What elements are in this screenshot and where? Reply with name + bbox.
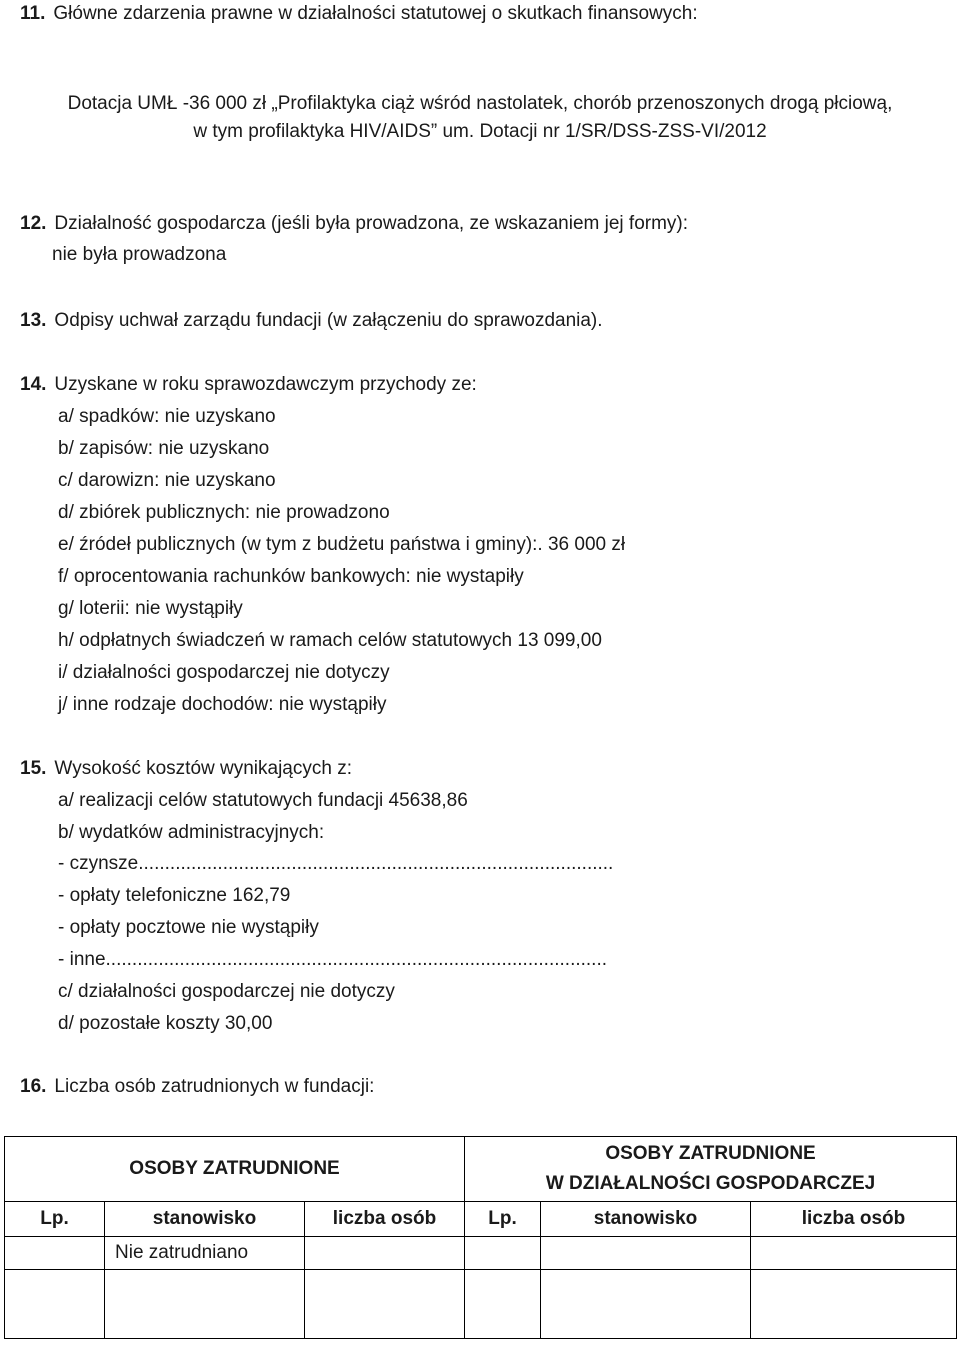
income-item: c/ darowizn: nie uzyskano [58,470,276,491]
income-item: b/ zapisów: nie uzyskano [58,438,270,459]
table-row [5,1237,957,1270]
column-header-position: stanowisko [105,1202,305,1237]
cost-item: b/ wydatków administracyjnych: [58,822,325,843]
column-header-lp: Lp. [5,1202,105,1237]
table-cell [751,1270,957,1339]
table-cell [105,1270,305,1339]
table-cell [541,1270,751,1339]
income-item: f/ oprocentowania rachunków bankowych: nie wystapiły [58,566,524,587]
table-column-row [5,1202,957,1237]
section-11-text-line-2: w tym profilaktyka HIV/AIDS” um. Dotacji nr 1/SR/DSS-ZSS-VI/2012 [193,121,767,142]
table-cell [5,1270,105,1339]
section-number: 11. [20,3,46,24]
column-header-lp: Lp. [465,1202,541,1237]
section-title: Odpisy uchwał zarządu fundacji (w załączeniu do sprawozdania). [54,310,603,331]
header-line: OSOBY ZATRUDNIONE [605,1143,816,1164]
employment-table [4,1136,957,1339]
column-header-count: liczba osób [305,1202,465,1237]
table-cell [5,1237,105,1270]
table-cell [305,1270,465,1339]
table-row [5,1270,957,1339]
income-item: e/ źródeł publicznych (w tym z budżetu państwa i gminy):. 36 000 zł [58,534,626,555]
section-number: 13. [20,310,47,331]
income-item: d/ zbiórek publicznych: nie prowadzono [58,502,390,523]
section-16-heading [20,1075,374,1099]
income-item: a/ spadków: nie uzyskano [58,406,276,427]
table-cell: Nie zatrudniano [105,1237,305,1270]
table-cell [465,1270,541,1339]
income-item: i/ działalności gospodarczej nie dotyczy [58,662,390,683]
section-11-heading [20,2,698,26]
cost-item: - opłaty pocztowe nie wystąpiły [58,917,319,938]
section-title: Wysokość kosztów wynikających z: [54,758,353,779]
table-cell [465,1237,541,1270]
section-13-heading [20,309,603,333]
cost-item: d/ pozostałe koszty 30,00 [58,1013,273,1034]
header-employed: OSOBY ZATRUDNIONE [5,1137,465,1202]
section-number: 16. [20,1076,47,1097]
cost-item: - inne............................................................................................... [58,949,608,970]
section-title: Uzyskane w roku sprawozdawczym przychody ze: [54,374,477,395]
section-title: Liczba osób zatrudnionych w fundacji: [54,1076,375,1097]
section-12-answer: nie była prowadzona [52,244,227,265]
section-11-text-line-1: Dotacja UMŁ -36 000 zł „Profilaktyka ciąż wśród nastolatek, chorób przenoszonych drogą płciową, [67,93,893,114]
section-title: Działalność gospodarcza (jeśli była prowadzona, ze wskazaniem jej formy): [54,213,689,234]
section-15-heading [20,757,352,781]
header-line: W DZIAŁALNOŚCI GOSPODARCZEJ [545,1173,876,1194]
section-title: Główne zdarzenia prawne w działalności statutowej o skutkach finansowych: [53,3,698,24]
column-header-count: liczba osób [751,1202,957,1237]
table-cell [541,1237,751,1270]
cost-item: a/ realizacji celów statutowych fundacji 45638,86 [58,790,468,811]
header-employed-business [465,1137,957,1202]
employment-table-wrapper [4,1136,956,1339]
cost-item: - opłaty telefoniczne 162,79 [58,885,291,906]
table-cell [751,1237,957,1270]
section-number: 15. [20,758,47,779]
column-header-position: stanowisko [541,1202,751,1237]
cost-item: - czynsze.......................................................................................... [58,853,614,874]
cost-item: c/ działalności gospodarczej nie dotyczy [58,981,395,1002]
income-item: j/ inne rodzaje dochodów: nie wystąpiły [58,694,387,715]
table-cell [305,1237,465,1270]
section-number: 12. [20,213,47,234]
income-item: g/ loterii: nie wystąpiły [58,598,243,619]
income-item: h/ odpłatnych świadczeń w ramach celów statutowych 13 099,00 [58,630,602,651]
section-number: 14. [20,374,47,395]
table-header-row [5,1137,957,1202]
section-14-heading [20,373,477,397]
section-12-heading [20,212,688,236]
